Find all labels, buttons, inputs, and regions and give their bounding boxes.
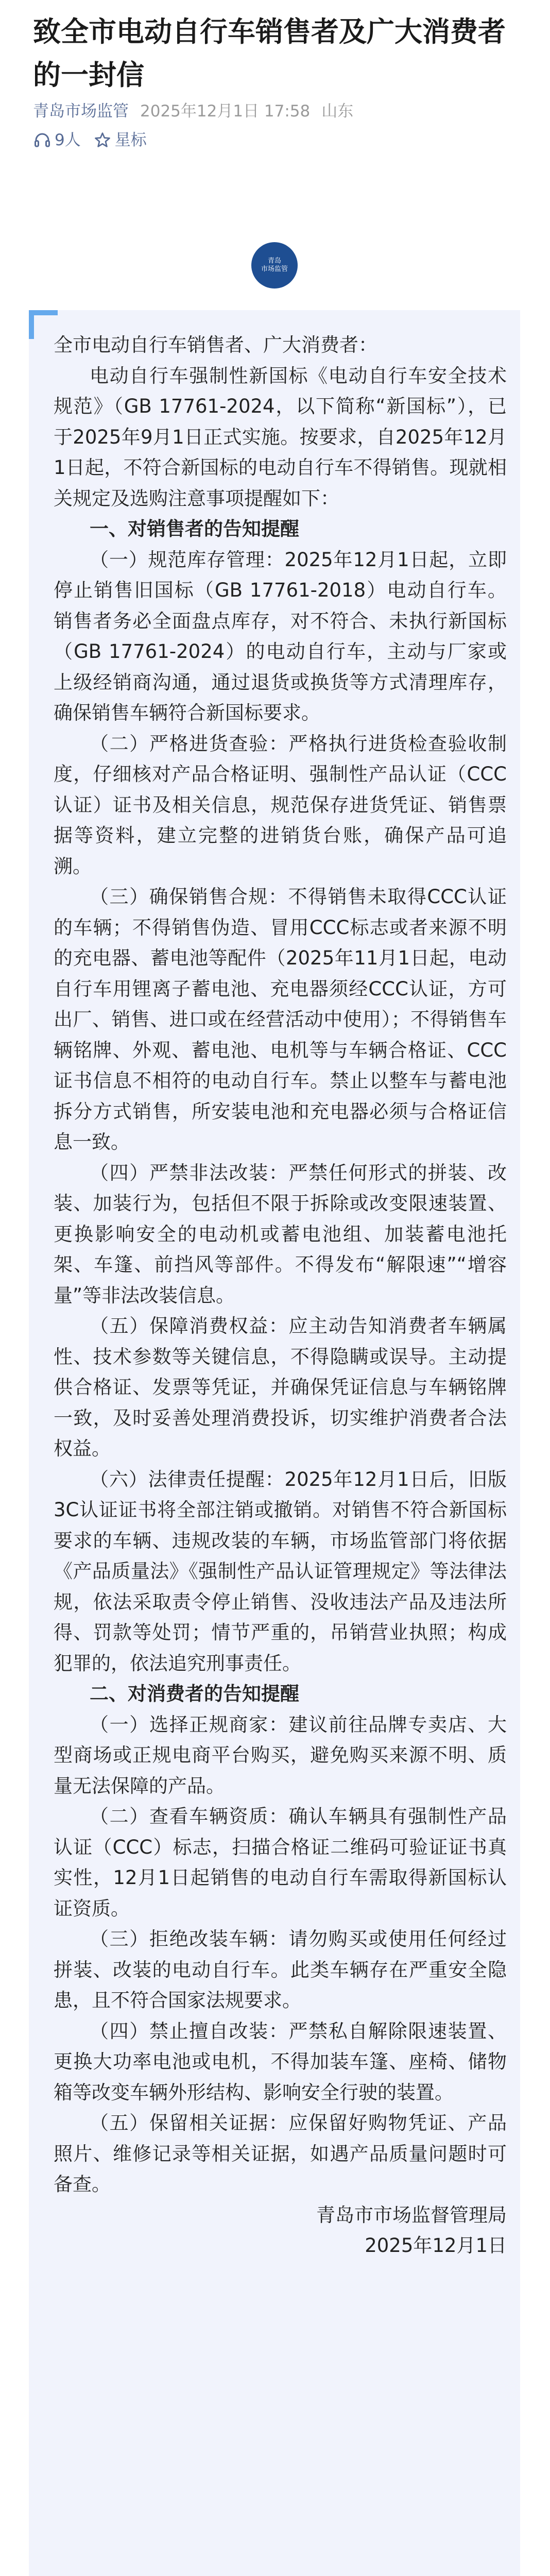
seller-item-inspection: （二）严格进货查验：严格执行进货检查验收制度，仔细核对产品合格证明、强制性产品认证（CCC认证）证书及相关信息，规范保存进货凭证、销售票据等资料，建立完整的进销货台账，确保产品可追溯。 (54, 732, 507, 877)
seller-item-inventory: （一）规范库存管理：2025年12月1日起，立即停止销售旧国标（GB 17761-2018）电动自行车。销售者务必全面盘点库存，对不符合、未执行新国标（GB 17761-2024）的电动自行车，主动与厂家或上级经销商沟通，通过退货或换货等方式清理库存，确保销售车辆符合新国标要求。 (54, 548, 507, 724)
seller-item-consumer-rights: （五）保障消费权益：应主动告知消费者车辆属性、技术参数等关键信息，不得隐瞒或误导。主动提供合格证、发票等凭证，并确保凭证信息与车辆铭牌一致，及时妥善处理消费投诉，切实维护消费者合法权益。 (54, 1315, 507, 1460)
consumer-item-refuse-modified: （三）拒绝改装车辆：请勿购买或使用任何经过拼装、改装的电动自行车。此类车辆存在严重安全隐患，且不符合国家法规要求。 (54, 1928, 507, 2011)
consumer-item-no-modification: （四）禁止擅自改装：严禁私自解除限速装置、更换大功率电池或电机，不得加装车篷、座椅、储物箱等改变车辆外形结构、影响安全行驶的装置。 (54, 2020, 507, 2104)
account-name-link[interactable]: 青岛市场监管 (33, 102, 129, 121)
publish-location: 山东 (321, 102, 354, 121)
seller-item-compliance: （三）确保销售合规：不得销售未取得CCC认证的车辆；不得销售伪造、冒用CCC标志或者来源不明的充电器、蓄电池等配件（2025年11月1日起，电动自行车用锂离子蓄电池、充电器须经CCC认证，方可出厂、销售、进口或在经营活动中使用）；不得销售车辆铭牌、外观、蓄电池、电机等与车辆合格证、CCC证书信息不相符的电动自行车。禁止以整车与蓄电池拆分方式销售，所安装电池和充电器必须与合格证信息一致。 (54, 886, 507, 1153)
headphones-icon[interactable] (33, 131, 51, 149)
article-stats (33, 130, 147, 150)
section-heading-sellers: 一、对销售者的告知提醒 (90, 518, 299, 540)
seller-item-modification: （四）严禁非法改装：严禁任何形式的拼装、改装、加装行为，包括但不限于拆除或改变限速装置、更换影响安全的电动机或蓄电池组、加装蓄电池托架、车篷、前挡风等部件。不得发布“解限速”“增容量”等非法改装信息。 (54, 1161, 507, 1307)
article-title: 致全市电动自行车销售者及广大消费者的一封信 (33, 15, 506, 91)
bureau-logo (251, 242, 298, 289)
letter-intro: 电动自行车强制性新国标《电动自行车安全技术规范》（GB 17761-2024，以下简称“新国标”），已于2025年9月1日正式实施。按要求，自2025年12月1日起，不符合新国标的电动自行车不得销售。现就相关规定及选购注意事项提醒如下： (54, 364, 507, 510)
consumer-item-evidence: （五）保留相关证据：应保留好购物凭证、产品照片、维修记录等相关证据，如遇产品质量问题时可备查。 (54, 2112, 507, 2195)
panel-accent-bar-top (29, 310, 58, 315)
consumer-item-merchant: （一）选择正规商家：建议前往品牌专卖店、大型商场或正规电商平台购买，避免购买来源不明、质量无法保障的产品。 (54, 1713, 507, 1797)
consumer-item-qualification: （二）查看车辆资质：确认车辆具有强制性产品认证（CCC）标志，扫描合格证二维码可验证证书真实性，12月1日起销售的电动自行车需取得新国标认证资质。 (54, 1805, 507, 1920)
seller-item-legal-liability: （六）法律责任提醒：2025年12月1日后，旧版3C认证证书将全部注销或撤销。对销售不符合新国标要求的车辆、违规改装的车辆，市场监管部门将依据《产品质量法》《强制性产品认证管理规定》等法律法规，依法采取责令停止销售、没收违法产品及违法所得、罚款等处罚；情节严重的，吊销营业执照；构成犯罪的，依法追究刑事责任。 (54, 1468, 507, 1674)
letter-salutation: 全市电动自行车销售者、广大消费者： (54, 334, 377, 356)
listen-count[interactable]: 9人 (55, 131, 81, 149)
publish-time: 2025年12月1日 17:58 (140, 102, 311, 121)
logo-text-line2: 市场监管 (261, 265, 288, 273)
star-label[interactable]: 星标 (114, 131, 147, 149)
letter-body (54, 330, 507, 2261)
signature-org: 青岛市市场监督管理局 (316, 2204, 507, 2226)
signature-date: 2025年12月1日 (365, 2234, 507, 2257)
logo-text-line1: 青岛 (267, 257, 281, 265)
article-meta (33, 101, 353, 122)
section-heading-consumers: 二、对消费者的告知提醒 (90, 1683, 299, 1705)
star-icon[interactable] (93, 131, 112, 149)
